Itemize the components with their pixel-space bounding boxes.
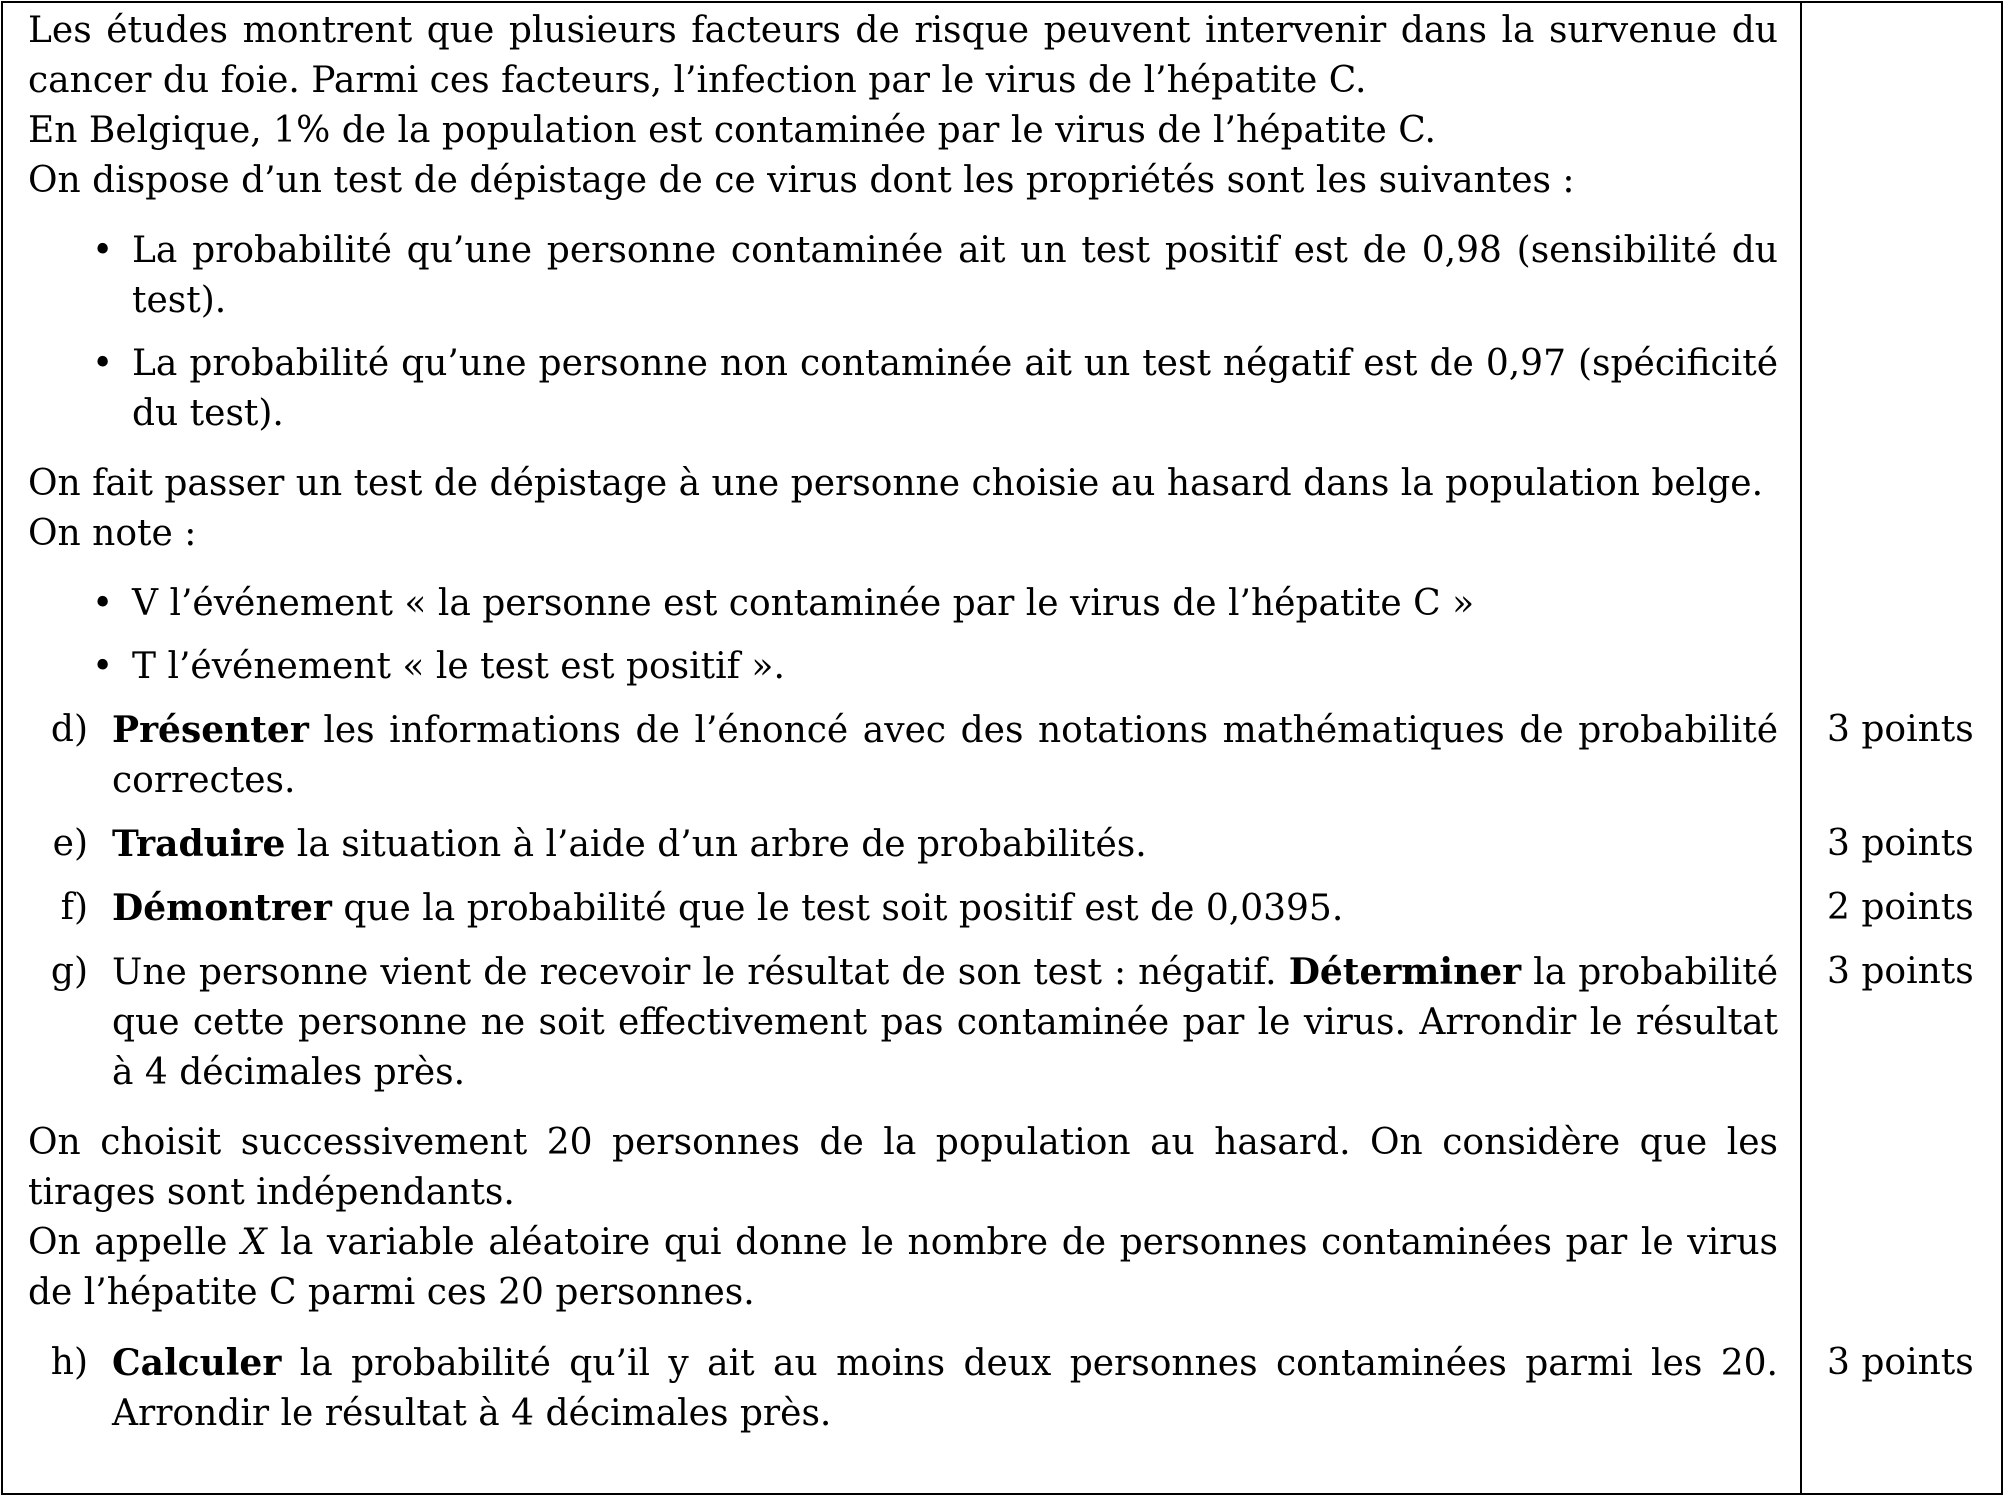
points-e: 3 points bbox=[1827, 823, 1974, 864]
intro-line-3: On dispose d’un test de dépistage de ce virus dont les propriétés sont les suivantes : bbox=[28, 160, 1575, 201]
question-h: h) Calculer la probabilité qu’il y ait au moins deux personnes contaminées parmi les 20. Arrondir le résultat à 4 décimales près. bbox=[28, 1338, 1778, 1439]
intro-line-1: Les études montrent que plusieurs facteurs de risque peuvent intervenir dans la survenue du cancer du foie. Parmi ces facteurs, l’infection par le virus de l’hépatite C. bbox=[28, 10, 1778, 101]
question-label: e) bbox=[52, 823, 88, 864]
question-d: d) Présenter les informations de l’énoncé avec des notations mathématiques de probabilité correctes. bbox=[28, 705, 1778, 806]
question-verb: Calculer bbox=[112, 1342, 282, 1384]
bullet-icon: • bbox=[92, 343, 114, 384]
question-label: d) bbox=[50, 709, 88, 750]
question-label: g) bbox=[50, 951, 88, 992]
points-d: 3 points bbox=[1827, 709, 1974, 750]
points-g: 3 points bbox=[1827, 951, 1974, 992]
question-f: f) Démontrer que la probabilité que le test soit positif est de 0,0395. bbox=[28, 883, 1778, 934]
question-verb: Démontrer bbox=[112, 887, 332, 929]
setup-line-2: On note : bbox=[28, 513, 197, 554]
question-verb: Déterminer bbox=[1288, 951, 1522, 993]
event-item: • V l’événement « la personne est contaminée par le virus de l’hépatite C » bbox=[28, 579, 1778, 629]
question-verb: Présenter bbox=[112, 709, 309, 751]
intro-line-2: En Belgique, 1% de la population est contaminée par le virus de l’hépatite C. bbox=[28, 110, 1436, 151]
question-verb: Traduire bbox=[112, 823, 286, 865]
column-divider bbox=[1800, 3, 1802, 1493]
setup-line-1: On fait passer un test de dépistage à une personne choisie au hasard dans la population belge. bbox=[28, 463, 1764, 504]
event-item: • T l’événement « le test est positif ». bbox=[28, 642, 1778, 692]
question-label: f) bbox=[60, 887, 88, 928]
question-g: g) Une personne vient de recevoir le résultat de son test : négatif. Déterminer la probabilité que cette personne ne soit effectivement pas contaminée par le virus. Arrondir le résultat à 4 décimales près. bbox=[28, 947, 1778, 1098]
points-h: 3 points bbox=[1827, 1342, 1974, 1383]
random-variable: X bbox=[241, 1222, 267, 1263]
properties-list bbox=[28, 226, 1778, 439]
points-f: 2 points bbox=[1827, 887, 1974, 928]
question-label: h) bbox=[50, 1342, 88, 1383]
exercise-frame bbox=[1, 1, 2003, 1495]
bullet-icon: • bbox=[92, 646, 114, 687]
bullet-icon: • bbox=[92, 230, 114, 271]
events-list bbox=[28, 579, 1778, 692]
part2-line-2: On appelle X la variable aléatoire qui donne le nombre de personnes contaminées par le virus de l’hépatite C parmi ces 20 personnes. bbox=[28, 1222, 1778, 1313]
question-e: e) Traduire la situation à l’aide d’un arbre de probabilités. bbox=[28, 819, 1778, 870]
part2-line-1: On choisit successivement 20 personnes de la population au hasard. On considère que les tirages sont indépendants. bbox=[28, 1122, 1778, 1213]
property-item: • La probabilité qu’une personne contaminée ait un test positif est de 0,98 (sensibilité du test). bbox=[28, 226, 1778, 326]
exercise-content bbox=[28, 3, 1778, 1439]
property-item: • La probabilité qu’une personne non contaminée ait un test négatif est de 0,97 (spécificité du test). bbox=[28, 339, 1778, 439]
bullet-icon: • bbox=[92, 583, 114, 624]
